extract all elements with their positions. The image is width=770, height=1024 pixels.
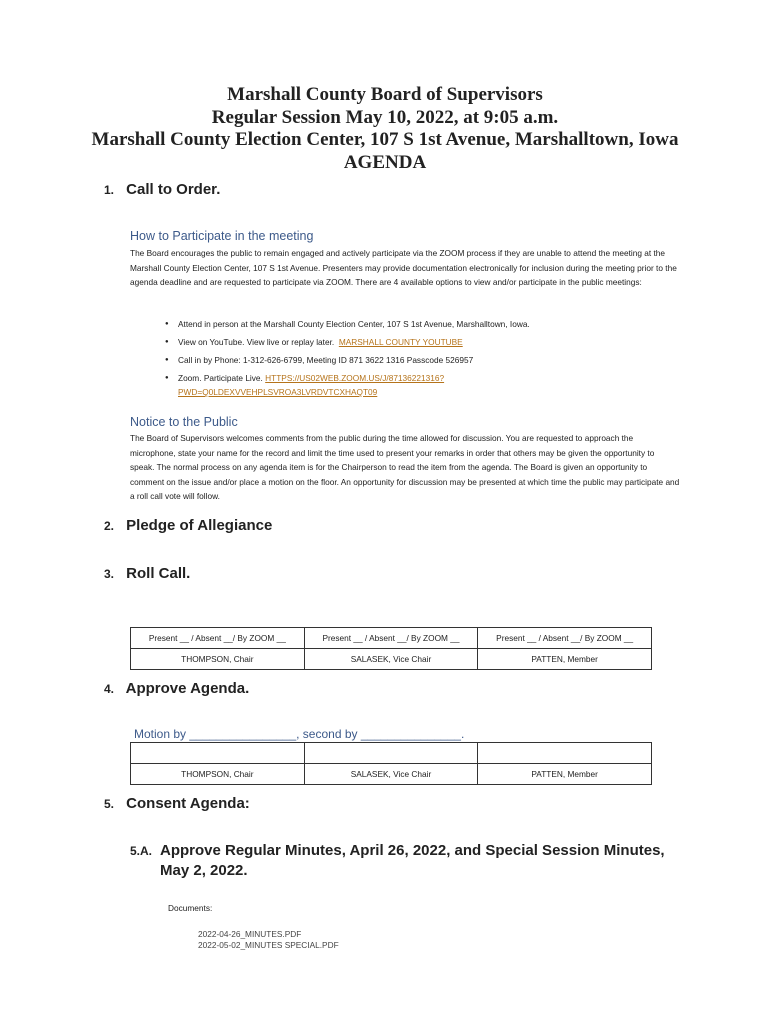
roll-call-status-cell: Present __ / Absent __/ By ZOOM __ [304, 628, 478, 649]
agenda-vote-blank-row [131, 743, 652, 764]
option-zoom: ● Zoom. Participate Live. HTTPS://US02WEB.ZOOM.US/J/87136221316? PWD=Q0LDEXVVEHPLSVROA3LVRDVTCXHAQT09 [165, 371, 530, 399]
option-in-person: ● Attend in person at the Marshall County Election Center, 107 S 1st Avenue, Marshalltown, Iowa. [165, 317, 530, 331]
section-4-title: Approve Agenda. [125, 680, 250, 697]
agenda-title [0, 84, 770, 174]
roll-call-status-cell: Present __ / Absent __/ By ZOOM __ [478, 628, 652, 649]
agenda-vote-table [130, 742, 652, 785]
section-2-number: 2. [104, 519, 115, 533]
title-line-4: AGENDA [343, 151, 427, 173]
roll-call-status-row [131, 628, 652, 649]
documents-list [198, 929, 339, 951]
section-5a-title-line-1: Approve Regular Minutes, April 26, 2022, and Special Session Minutes, [160, 842, 665, 859]
section-2-heading [104, 517, 272, 534]
notice-heading: Notice to the Public [130, 415, 238, 429]
title-line-1: Marshall County Board of Supervisors [227, 84, 543, 105]
documents-label: Documents: [168, 903, 213, 913]
option-youtube: ● View on YouTube. View live or replay later. MARSHALL COUNTY YOUTUBE [165, 335, 530, 349]
member-cell: THOMPSON, Chair [131, 649, 305, 670]
roll-call-status-cell: Present __ / Absent __/ By ZOOM __ [131, 628, 305, 649]
section-1-number: 1. [104, 183, 115, 197]
participate-heading: How to Participate in the meeting [130, 229, 314, 243]
section-4-number: 4. [104, 682, 115, 696]
member-cell: PATTEN, Member [478, 649, 652, 670]
section-1-heading [104, 181, 220, 198]
document-link[interactable]: 2022-05-02_MINUTES SPECIAL.PDF [198, 940, 339, 950]
participate-options-list [165, 317, 530, 403]
roll-call-member-row [131, 649, 652, 670]
document-link[interactable]: 2022-04-26_MINUTES.PDF [198, 929, 302, 939]
vote-cell [304, 743, 478, 764]
section-5-heading [104, 795, 250, 812]
youtube-link[interactable]: MARSHALL COUNTY YOUTUBE [338, 337, 463, 347]
zoom-link-part-1[interactable]: HTTPS://US02WEB.ZOOM.US/J/87136221316? [265, 373, 445, 383]
agenda-vote-member-row [131, 764, 652, 785]
member-cell: THOMPSON, Chair [131, 764, 305, 785]
vote-cell [478, 743, 652, 764]
notice-body: The Board of Supervisors welcomes comments from the public during the time allowed for discussion. You are requested to approach the microphone, state your name for the record and limit the time used to present your remarks in order that others may be given the opportunity to speak. The normal process on any agenda item is for the Chairperson to read the item from the agenda. The Board is given an opportunity to comment on the issue and/or place a motion on the floor. An opportunity for discussion may be presented at which time the public may participate and a roll call vote will follow. [130, 433, 680, 502]
title-line-2: Regular Session May 10, 2022, at 9:05 a.m. [211, 106, 559, 128]
section-5a-title-line-2: May 2, 2022. [160, 862, 248, 879]
participate-body: The Board encourages the public to remain engaged and actively participate via the ZOOM process if they are unable to attend the meeting at the Marshall County Election Center, 107 S 1st Avenue. Presenters may provide documentation electronically for inclusion during the meeting prior to the agenda deadline and are requested to participate via ZOOM. There are 4 available options to view and/or participate in the public meetings: [130, 248, 677, 288]
section-5a-number: 5.A. [130, 844, 153, 858]
zoom-link-part-2[interactable]: PWD=Q0LDEXVVEHPLSVROA3LVRDVTCXHAQT09 [178, 387, 378, 397]
member-cell: SALASEK, Vice Chair [304, 764, 478, 785]
member-cell: PATTEN, Member [478, 764, 652, 785]
section-3-heading [104, 565, 190, 582]
section-1-title: Call to Order. [126, 181, 221, 198]
section-5-number: 5. [104, 797, 115, 811]
section-3-number: 3. [104, 567, 115, 581]
member-cell: SALASEK, Vice Chair [304, 649, 478, 670]
title-line-3: Marshall County Election Center, 107 S 1st Avenue, Marshalltown, Iowa [91, 129, 679, 150]
section-2-title: Pledge of Allegiance [126, 517, 273, 534]
section-4-heading [104, 680, 249, 697]
option-phone: ● Call in by Phone: 1-312-626-6799, Meeting ID 871 3622 1316 Passcode 526957 [165, 353, 530, 367]
vote-cell [131, 743, 305, 764]
section-5a-heading [130, 841, 665, 880]
section-5-title: Consent Agenda: [126, 795, 250, 812]
motion-line: Motion by ________________, second by _______________. [134, 727, 465, 741]
section-3-title: Roll Call. [126, 565, 191, 582]
roll-call-table [130, 627, 652, 670]
